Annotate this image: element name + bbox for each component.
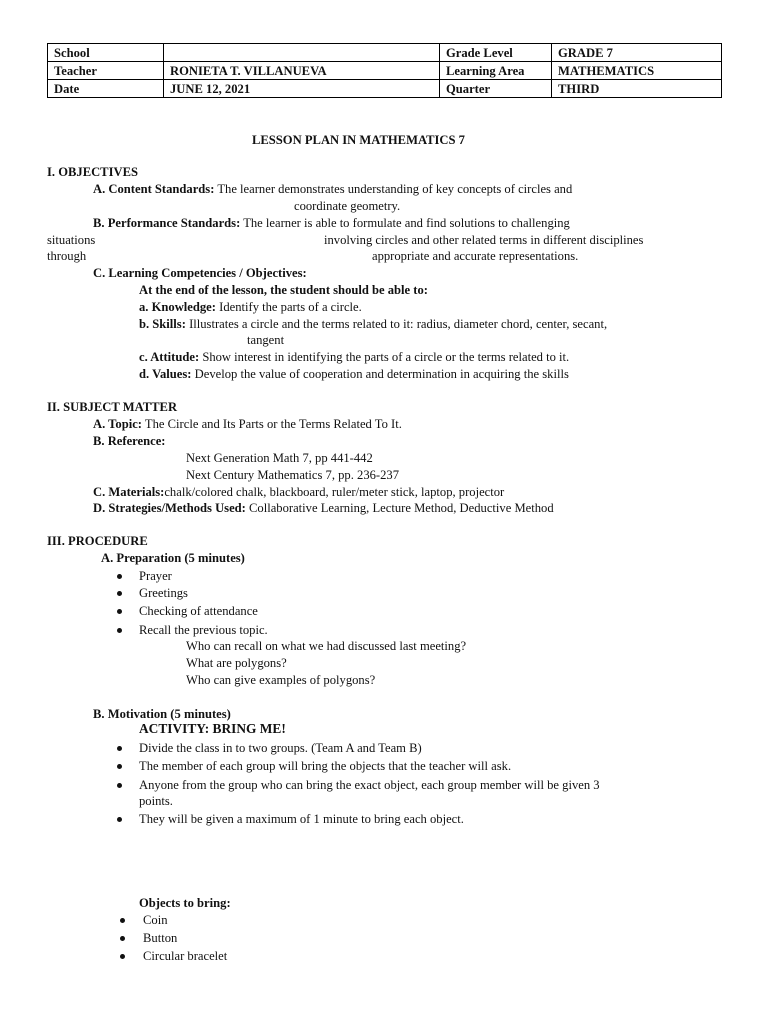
- attitude-label: c. Attitude:: [139, 350, 200, 364]
- school-label: School: [48, 44, 164, 62]
- date-label: Date: [48, 80, 164, 98]
- bullet-icon: [117, 817, 122, 822]
- bullet-icon: [117, 764, 122, 769]
- quarter-value: THIRD: [552, 80, 722, 98]
- content-standards-text: The learner demonstrates understanding of key concepts of circles and: [217, 182, 573, 196]
- performance-standards-cont: involving circles and other related terms in different disciplines: [324, 233, 644, 247]
- competencies-label: C. Learning Competencies / Objectives:: [93, 266, 307, 280]
- quarter-label: Quarter: [440, 80, 552, 98]
- bullet-icon: [117, 574, 122, 579]
- topic-text: The Circle and Its Parts or the Terms Related To It.: [144, 417, 402, 431]
- learning-area-value: MATHEMATICS: [552, 62, 722, 80]
- procedure-heading: III. PROCEDURE: [47, 534, 148, 548]
- list-item: Anyone from the group who can bring the exact object, each group member will be given 3: [139, 778, 600, 792]
- materials-line: [93, 484, 504, 500]
- bullet-icon: [120, 918, 125, 923]
- school-value: [164, 44, 440, 62]
- list-item: Prayer: [139, 569, 172, 583]
- list-item: Button: [143, 931, 178, 945]
- content-standards: [93, 181, 572, 197]
- bullet-icon: [120, 954, 125, 959]
- values-label: d. Values:: [139, 367, 192, 381]
- values-text: Develop the value of cooperation and determination in acquiring the skills: [194, 367, 569, 381]
- strategies-label: D. Strategies/Methods Used:: [93, 501, 246, 515]
- subject-matter-heading: II. SUBJECT MATTER: [47, 400, 178, 414]
- list-item: Coin: [143, 913, 168, 927]
- recall-question: What are polygons?: [186, 656, 287, 670]
- objects-heading: Objects to bring:: [139, 896, 231, 910]
- skills-text: Illustrates a circle and the terms related to it: radius, diameter chord, center, secant,: [189, 317, 608, 331]
- recall-question: Who can give examples of polygons?: [186, 673, 376, 687]
- header-info-table: [47, 43, 722, 98]
- table-row: [48, 80, 722, 98]
- list-item-cont: points.: [139, 794, 173, 808]
- attitude-text: Show interest in identifying the parts of a circle or the terms related to it.: [202, 350, 570, 364]
- list-item: Divide the class in to two groups. (Team A and Team B): [139, 741, 422, 755]
- materials-text: chalk/colored chalk, blackboard, ruler/meter stick, laptop, projector: [164, 485, 505, 499]
- skills-objective: [139, 316, 607, 332]
- performance-word-through: through: [47, 249, 87, 263]
- knowledge-text: Identify the parts of a circle.: [219, 300, 362, 314]
- performance-standards-label: B. Performance Standards:: [93, 216, 241, 230]
- bullet-icon: [120, 936, 125, 941]
- grade-level-label: Grade Level: [440, 44, 552, 62]
- table-row: [48, 44, 722, 62]
- values-objective: [139, 366, 569, 382]
- activity-title: ACTIVITY: BRING ME!: [139, 721, 286, 736]
- recall-question: Who can recall on what we had discussed last meeting?: [186, 639, 467, 653]
- performance-standards-text: The learner is able to formulate and find solutions to challenging: [243, 216, 570, 230]
- knowledge-label: a. Knowledge:: [139, 300, 216, 314]
- teacher-label: Teacher: [48, 62, 164, 80]
- preparation-heading: A. Preparation (5 minutes): [101, 551, 245, 565]
- list-item: Circular bracelet: [143, 949, 228, 963]
- bullet-icon: [117, 609, 122, 614]
- grade-level-value: GRADE 7: [552, 44, 722, 62]
- content-standards-label: A. Content Standards:: [93, 182, 215, 196]
- performance-standards-cont2: appropriate and accurate representations.: [372, 249, 579, 263]
- reference-label: B. Reference:: [93, 434, 166, 448]
- motivation-heading: B. Motivation (5 minutes): [93, 707, 231, 721]
- bullet-icon: [117, 628, 122, 633]
- topic-label: A. Topic:: [93, 417, 142, 431]
- teacher-value: RONIETA T. VILLANUEVA: [164, 62, 440, 80]
- objectives-heading: I. OBJECTIVES: [47, 165, 138, 179]
- bullet-icon: [117, 591, 122, 596]
- page-title: LESSON PLAN IN MATHEMATICS 7: [252, 133, 465, 147]
- competencies-intro: At the end of the lesson, the student should be able to:: [139, 283, 428, 297]
- skills-text-cont: tangent: [247, 333, 285, 347]
- knowledge-objective: [139, 299, 362, 315]
- performance-standards: [93, 215, 570, 231]
- list-item: Recall the previous topic.: [139, 623, 268, 637]
- strategies-text: Collaborative Learning, Lecture Method, Deductive Method: [249, 501, 554, 515]
- performance-word-situations: situations: [47, 233, 96, 247]
- strategies-line: [93, 500, 554, 516]
- reference-item: Next Century Mathematics 7, pp. 236-237: [186, 468, 400, 482]
- attitude-objective: [139, 349, 569, 365]
- list-item: Checking of attendance: [139, 604, 258, 618]
- list-item: The member of each group will bring the objects that the teacher will ask.: [139, 759, 512, 773]
- bullet-icon: [117, 783, 122, 788]
- reference-item: Next Generation Math 7, pp 441-442: [186, 451, 373, 465]
- date-value: JUNE 12, 2021: [164, 80, 440, 98]
- bullet-icon: [117, 746, 122, 751]
- list-item: Greetings: [139, 586, 188, 600]
- table-row: [48, 62, 722, 80]
- topic-line: [93, 416, 402, 432]
- content-standards-cont: coordinate geometry.: [294, 199, 401, 213]
- skills-label: b. Skills:: [139, 317, 186, 331]
- learning-area-label: Learning Area: [440, 62, 552, 80]
- materials-label: C. Materials:: [93, 485, 165, 499]
- list-item: They will be given a maximum of 1 minute to bring each object.: [139, 812, 464, 826]
